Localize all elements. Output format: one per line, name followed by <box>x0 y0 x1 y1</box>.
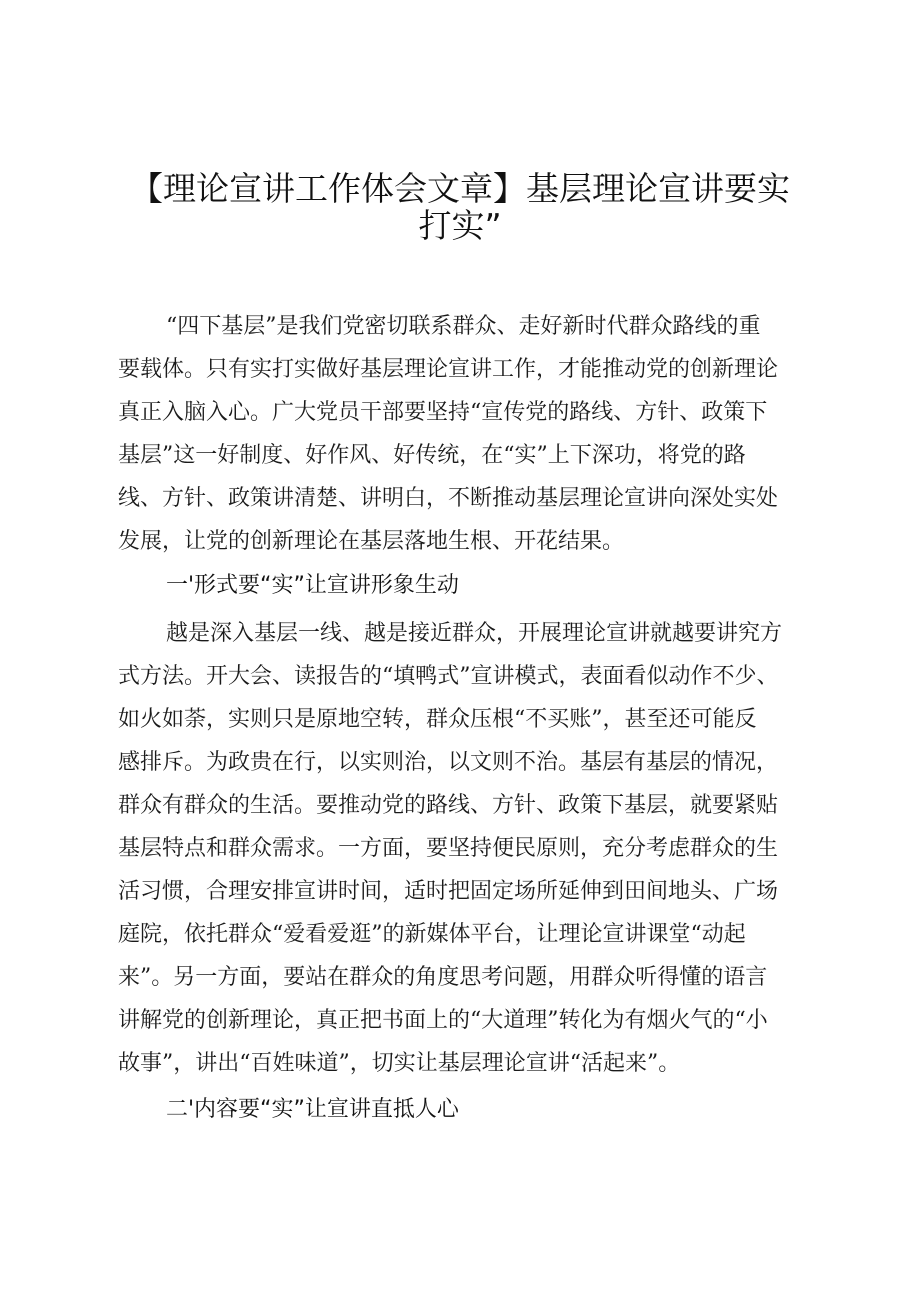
section-1-line: 基层特点和群众需求。一方面，要坚持便民原则，充分考虑群众的生 <box>118 836 779 861</box>
section-1-line: 式方法。开大会、读报告的“填鸭式”宣讲模式，表面看似动作不少、 <box>118 664 779 689</box>
section-1-line: 群众有群众的生活。要推动党的路线、方针、政策下基层，就要紧贴 <box>118 793 779 818</box>
section-1-line: 越是深入基层一线、越是接近群众，开展理论宣讲就越要讲究方 <box>166 621 783 646</box>
section-1-heading: 一'形式要“实”让宣讲形象生动 <box>166 573 459 598</box>
section-1-line: 庭院，依托群众“爱看爱逛”的新媒体平台，让理论宣讲课堂“动起 <box>118 922 746 947</box>
intro-line: 真正入脑入心。广大党员干部要坚持“宣传党的路线、方针、政策下 <box>118 400 768 425</box>
section-1-line: 感排斥。为政贵在行，以实则治，以文则不治。基层有基层的情况， <box>118 750 779 775</box>
section-2-heading: 二'内容要“实”让宣讲直抵人心 <box>166 1097 459 1122</box>
intro-line: 线、方针、政策讲清楚、讲明白，不断推动基层理论宣讲向深处实处 <box>118 486 779 511</box>
section-1-line: 故事”，讲出“百姓味道”，切实让基层理论宣讲“活起来”。 <box>118 1051 681 1076</box>
section-1-line: 讲解党的创新理论，真正把书面上的“大道理”转化为有烟火气的“小 <box>118 1008 768 1033</box>
document-title-line-2: 打实” <box>418 206 502 245</box>
section-1-line: 活习惯，合理安排宣讲时间，适时把固定场所延伸到田间地头、广场 <box>118 879 779 904</box>
section-1-line: 如火如荼，实则只是原地空转，群众压根“不买账”，甚至还可能反 <box>118 707 757 732</box>
intro-line: 发展，让党的创新理论在基层落地生根、开花结果。 <box>118 529 625 554</box>
intro-line: 基层”这一好制度、好作风、好传统，在“实”上下深功，将党的路 <box>118 443 746 468</box>
intro-line: “四下基层”是我们党密切联系群众、走好新时代群众路线的重 <box>166 314 761 339</box>
document-title-line-1: 【理论宣讲工作体会文章】基层理论宣讲要实 <box>130 169 790 208</box>
intro-line: 要载体。只有实打实做好基层理论宣讲工作，才能推动党的创新理论 <box>118 357 779 382</box>
section-1-line: 来”。另一方面，要站在群众的角度思考问题，用群众听得懂的语言 <box>118 965 768 990</box>
